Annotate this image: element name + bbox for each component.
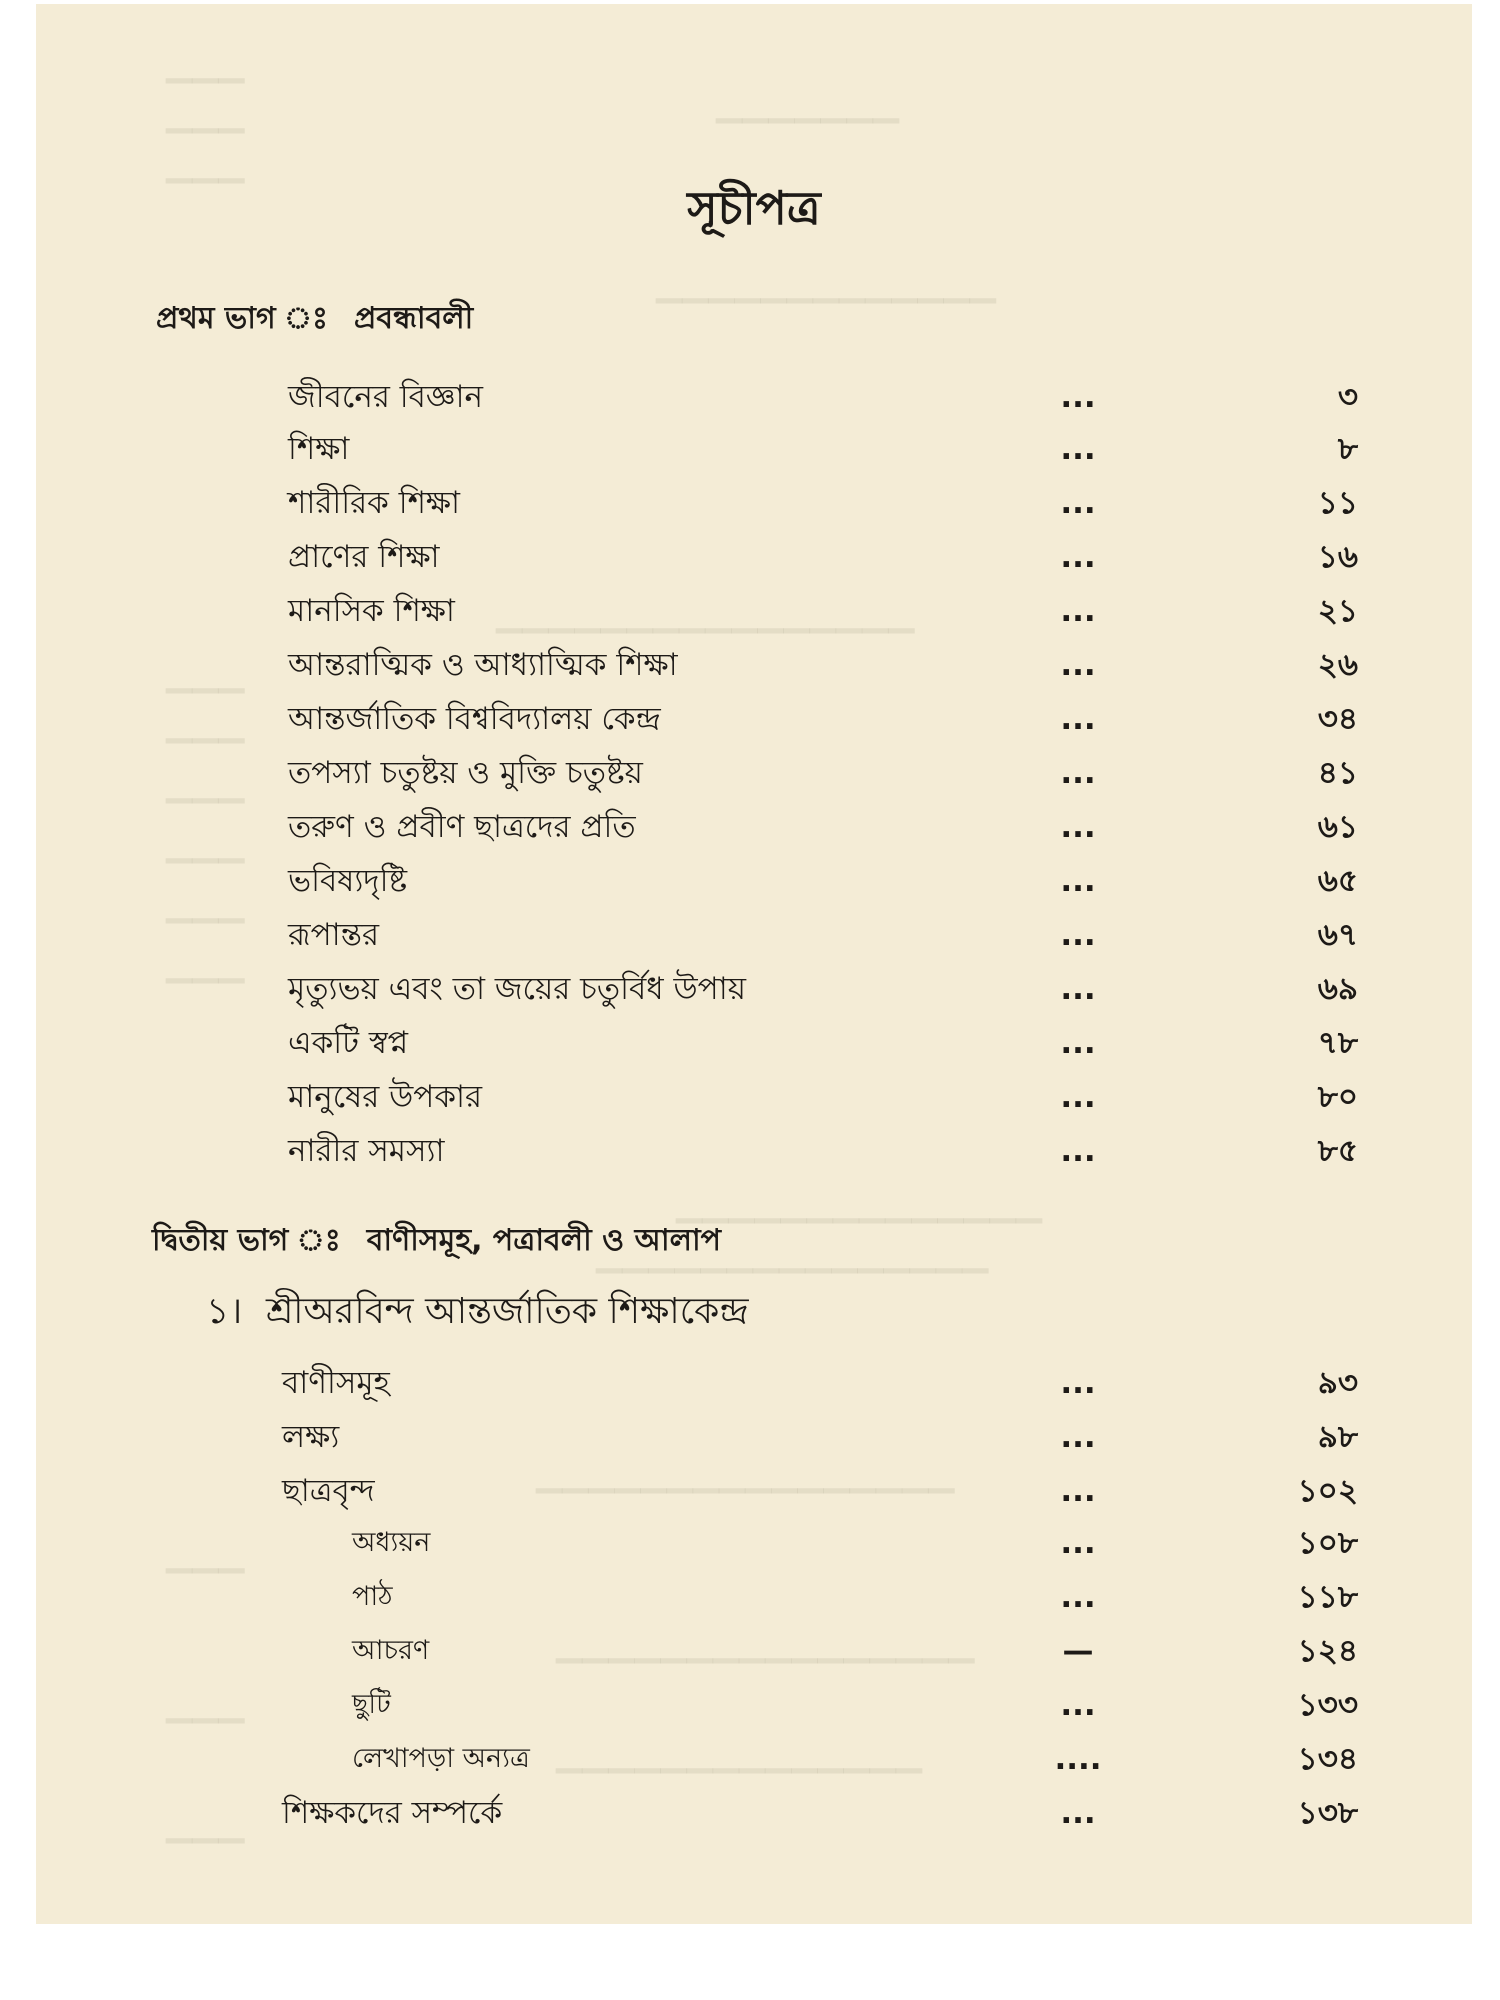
leader-dots: ... — [1060, 971, 1096, 1007]
toc-entry-page: ৬৯ — [1317, 971, 1358, 1007]
toc-entry-page: ১৩৩ — [1297, 1687, 1358, 1723]
toc-entry-page: ৮০ — [1317, 1079, 1358, 1115]
section-number: ১। — [206, 1291, 243, 1332]
part-two-label: দ্বিতীয় ভাগ ঃ — [152, 1223, 341, 1258]
leader-dots: — — [1062, 1633, 1094, 1669]
toc-entry-title: আন্তর্জাতিক বিশ্ববিদ্যালয় কেন্দ্র — [288, 701, 661, 737]
bleed-through-texture: ▁▁▁ ▁▁▁ ▁▁▁ ▁▁▁▁▁▁▁ ▁▁▁▁▁▁▁▁▁▁▁▁▁ ▁▁▁▁▁▁▁▁▁▁▁▁▁▁▁▁ ▁▁▁ ▁▁▁ ▁▁▁ ▁▁▁ ▁▁▁ ▁▁▁ ▁▁▁▁▁▁▁▁▁▁▁▁▁▁ ▁▁▁▁▁▁▁▁▁▁▁▁▁▁▁ ▁▁▁▁▁▁▁▁▁▁▁▁▁▁▁▁ ▁▁▁▁▁▁▁▁▁▁▁▁▁▁▁▁ ▁▁▁▁▁▁▁▁▁▁▁▁▁▁ ▁▁▁ ▁▁▁ ▁▁▁ — [166, 44, 1043, 1844]
toc-entry-title: জীবনের বিজ্ঞান — [288, 379, 484, 415]
toc-entry-page: ৬৫ — [1317, 863, 1358, 899]
part-two-name: বাণীসমূহ, পত্রাবলী ও আলাপ — [366, 1223, 722, 1258]
section-heading — [206, 1284, 748, 1344]
leader-dots: ... — [1060, 1133, 1096, 1169]
toc-entry-page: ৬৭ — [1317, 917, 1358, 953]
part-one-heading — [156, 294, 473, 345]
leader-dots: ... — [1060, 647, 1096, 683]
part-two-heading — [152, 1216, 721, 1267]
leader-dots: ... — [1060, 1579, 1096, 1615]
leader-dots: ... — [1060, 1525, 1096, 1561]
book-page — [36, 4, 1472, 1924]
toc-entry-title: লেখাপড়া অন্যত্র — [352, 1743, 530, 1774]
leader-dots: ... — [1060, 539, 1096, 575]
toc-entry-page: ৭৮ — [1317, 1025, 1358, 1061]
toc-entry-page: ৯৩ — [1317, 1365, 1358, 1401]
toc-entry-title: শিক্ষা — [288, 431, 350, 467]
leader-dots: ... — [1060, 863, 1096, 899]
toc-entry-title: আন্তরাত্মিক ও আধ্যাত্মিক শিক্ষা — [288, 647, 678, 683]
leader-dots: .... — [1054, 1741, 1102, 1777]
leader-dots: ... — [1060, 379, 1096, 415]
page-title: সূচীপত্র — [687, 181, 821, 235]
toc-entry-title: একটি স্বপ্ন — [288, 1025, 409, 1061]
leader-dots: ... — [1060, 1365, 1096, 1401]
toc-entry-page: ৬১ — [1317, 809, 1358, 845]
toc-entry-page: ২১ — [1317, 593, 1358, 629]
toc-entry-title: মৃত্যুভয় এবং তা জয়ের চতুর্বিধ উপায় — [288, 971, 746, 1007]
toc-entry-page: ৮৫ — [1317, 1133, 1358, 1169]
toc-entry-title: মানুষের উপকার — [288, 1079, 483, 1115]
leader-dots: ... — [1060, 1795, 1096, 1831]
leader-dots: ... — [1060, 485, 1096, 521]
toc-entry-title: বাণীসমূহ — [282, 1365, 390, 1401]
section-name: শ্রীঅরবিন্দ আন্তর্জাতিক শিক্ষাকেন্দ্র — [266, 1291, 749, 1332]
toc-entry-title: ভবিষ্যদৃষ্টি — [288, 863, 408, 899]
toc-entry-title: শারীরিক শিক্ষা — [288, 485, 461, 521]
toc-entry-title: ছাত্রবৃন্দ — [282, 1473, 375, 1509]
toc-entry-page: ৩৪ — [1317, 701, 1358, 737]
toc-entry-title: লক্ষ্য — [282, 1419, 340, 1455]
toc-entry-page: ১০৮ — [1297, 1525, 1358, 1561]
toc-entry-page: ৪১ — [1317, 755, 1358, 791]
toc-entry-page: ৯৮ — [1317, 1419, 1358, 1455]
leader-dots: ... — [1060, 431, 1096, 467]
toc-entry-title: মানসিক শিক্ষা — [288, 593, 455, 629]
toc-entry-title: নারীর সমস্যা — [288, 1133, 445, 1169]
toc-entry-page: ২৬ — [1317, 647, 1358, 683]
toc-entry-title: তরুণ ও প্রবীণ ছাত্রদের প্রতি — [288, 809, 636, 845]
leader-dots: ... — [1060, 701, 1096, 737]
toc-entry-page: ৩ — [1337, 379, 1358, 415]
leader-dots: ... — [1060, 1079, 1096, 1115]
toc-entry-title: আচরণ — [352, 1635, 430, 1666]
toc-entry-title: অধ্যয়ন — [352, 1527, 431, 1558]
toc-entry-page: ১৩৮ — [1297, 1795, 1358, 1831]
part-one-name: প্রবন্ধাবলী — [354, 301, 474, 336]
leader-dots: ... — [1060, 1473, 1096, 1509]
toc-entry-title: তপস্যা চতুষ্টয় ও মুক্তি চতুষ্টয় — [288, 755, 643, 791]
leader-dots: ... — [1060, 755, 1096, 791]
toc-entry-page: ১১৮ — [1297, 1579, 1358, 1615]
toc-entry-title: রূপান্তর — [288, 917, 380, 953]
leader-dots: ... — [1060, 1419, 1096, 1455]
toc-entry-page: ১৬ — [1317, 539, 1358, 575]
toc-entry-page: ১১ — [1317, 485, 1358, 521]
leader-dots: ... — [1060, 809, 1096, 845]
toc-entry-page: ৮ — [1337, 431, 1358, 467]
leader-dots: ... — [1060, 1687, 1096, 1723]
leader-dots: ... — [1060, 1025, 1096, 1061]
toc-entry-title: ছুটি — [352, 1689, 391, 1720]
toc-entry-page: ১০২ — [1297, 1473, 1358, 1509]
toc-entry-title: শিক্ষকদের সম্পর্কে — [282, 1795, 503, 1831]
toc-entry-page: ১৩৪ — [1297, 1741, 1358, 1777]
leader-dots: ... — [1060, 917, 1096, 953]
toc-entry-page: ১২৪ — [1297, 1633, 1358, 1669]
toc-entry-title: প্রাণের শিক্ষা — [288, 539, 440, 575]
leader-dots: ... — [1060, 593, 1096, 629]
toc-entry-title: পাঠ — [352, 1581, 393, 1612]
part-one-label: প্রথম ভাগ ঃ — [156, 301, 329, 336]
